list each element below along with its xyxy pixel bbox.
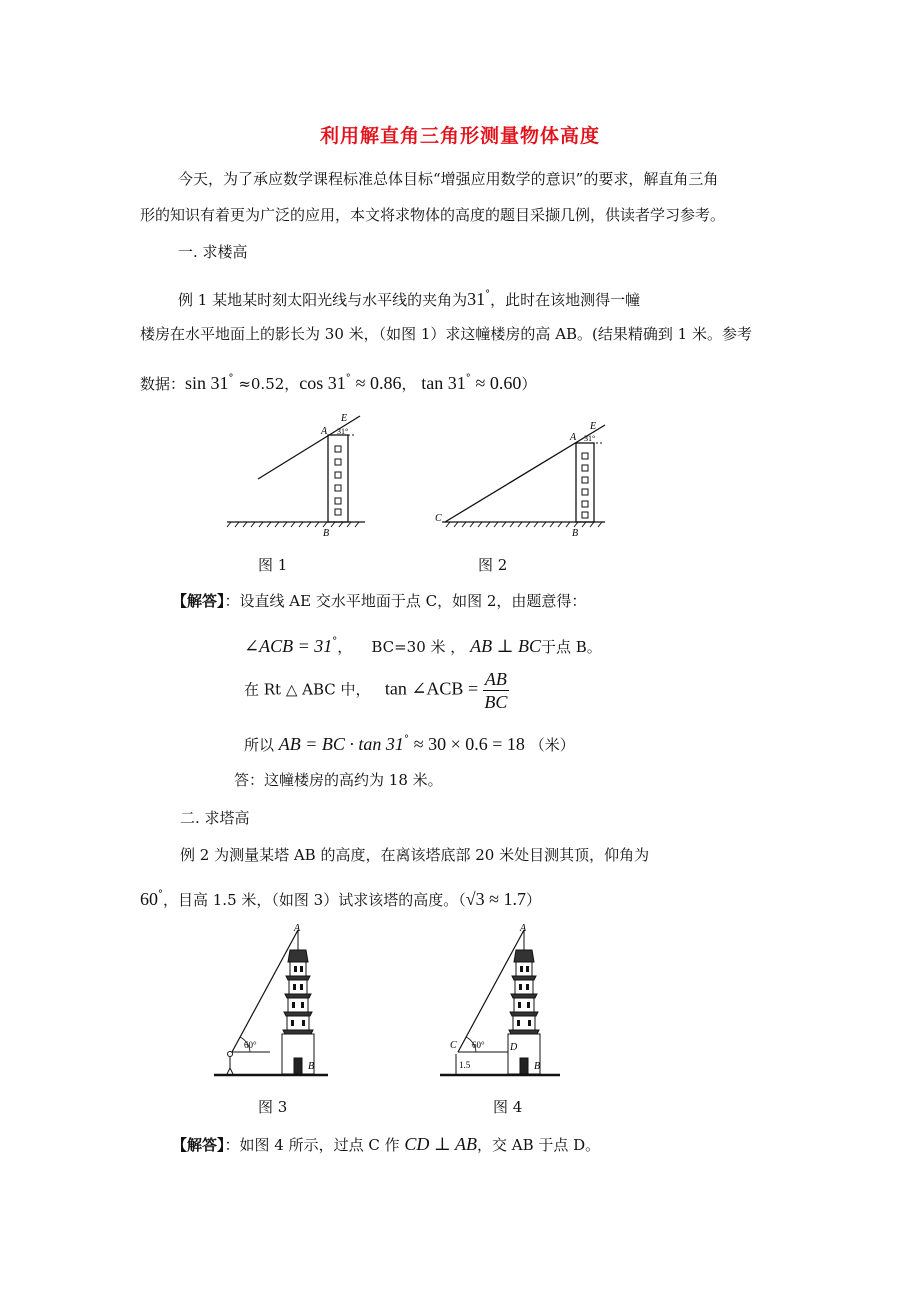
sin-expr: sin 31: [185, 373, 229, 393]
degree-mark: °: [403, 734, 409, 745]
solution-label: 【解答】: [172, 1136, 225, 1154]
angle-acb: ∠ACB = 31: [244, 636, 333, 656]
angle-label: 31°: [337, 427, 349, 436]
angle-31: 31: [467, 289, 486, 309]
height-label: 1.5: [459, 1060, 471, 1070]
cos-value: ≈ 0.86: [355, 373, 402, 393]
equation-1: ∠ACB = 31°， BC=30 米 ， AB ⊥ BC于点 B。: [244, 636, 602, 656]
fraction: [483, 668, 509, 713]
solution-text-a: ：如图 4 所示，过点 C 作: [224, 1136, 400, 1154]
perp-tail: 于点 B。: [541, 638, 602, 656]
solution-1-line: [172, 591, 586, 611]
figure-2-caption: 图 2: [478, 556, 508, 574]
angle-label: 60°: [472, 1040, 485, 1050]
sqrt-expr: √3 ≈ 1.7: [465, 889, 526, 909]
example2-line-1: 例 2 为测量某塔 AB 的高度，在离该塔底部 20 米处目测其顶，仰角为: [180, 846, 650, 864]
solution-label: 【解答】: [172, 592, 225, 610]
unit: （米）: [529, 736, 575, 754]
label-b: B: [572, 528, 579, 539]
sin-value: ≈0.52，: [238, 375, 300, 393]
solution-text: ：设直线 AE 交水平地面于点 C，如图 2，由题意得：: [224, 592, 587, 610]
reference-data: 数据：sin 31° ≈0.52，cos 31° ≈ 0.86， tan 31° ≈ 0.60）: [140, 373, 537, 393]
label-b: B: [308, 1061, 315, 1072]
label-c: C: [435, 513, 442, 524]
figure-4-tower: [436, 922, 566, 1082]
degree-mark: °: [228, 373, 234, 384]
label-b: B: [323, 528, 330, 539]
label-d: D: [510, 1042, 518, 1053]
so-text: 所以: [244, 736, 275, 754]
label-a: A: [520, 923, 527, 934]
perp-expr: AB ⊥ BC: [470, 636, 541, 656]
tan-expr: tan 31: [421, 373, 466, 393]
example2-line-2: [140, 885, 541, 910]
angle-label: 31°: [584, 434, 596, 443]
degree-mark: °: [485, 289, 491, 300]
degree-mark: °: [158, 889, 163, 900]
figure-3-tower: [210, 922, 330, 1082]
solution-2-line: [172, 1134, 600, 1155]
section2-heading: 二. 求塔高: [180, 809, 250, 827]
figure-4-caption: 图 4: [493, 1098, 523, 1116]
example1-line-2: 楼房在水平地面上的影长为 30 米，（如图 1）求这幢楼房的高 AB。(结果精确到 1 米。参考: [140, 325, 752, 343]
tan-acb: tan ∠ACB =: [384, 678, 479, 699]
intro-line-1: 今天，为了承应数学课程标准总体目标“增强应用数学的意识”的要求，解直角三角: [178, 170, 719, 188]
label-c: C: [450, 1040, 457, 1051]
degree-mark: °: [345, 373, 351, 384]
label-e: E: [341, 413, 348, 424]
data-label: 数据：: [140, 375, 186, 393]
section1-heading: 一. 求楼高: [178, 243, 248, 261]
solution-text-b: ，交 AB 于点 D。: [477, 1136, 601, 1154]
example2-text: ，目高 1.5 米，（如图 3）试求该塔的高度。（: [163, 891, 466, 909]
answer-1: 答：这幢楼房的高约为 18 米。: [234, 771, 443, 789]
label-e: E: [590, 421, 597, 432]
angle-label: 60°: [244, 1040, 257, 1050]
angle-60: 60: [140, 889, 158, 909]
example1-text-b: ，此时在该地测得一幢: [490, 291, 641, 309]
label-b: B: [534, 1061, 541, 1072]
label-a: A: [294, 923, 301, 934]
ab-expr: AB = BC · tan 31: [278, 734, 404, 754]
sun-ray-line: [445, 425, 605, 522]
bc-value: BC=30 米 ，: [371, 638, 466, 656]
cos-expr: cos 31: [299, 373, 346, 393]
page-title: 利用解直角三角形测量物体高度: [319, 125, 600, 147]
fraction-denominator: BC: [484, 692, 508, 712]
intro-line-2: 形的知识有着更为广泛的应用，本文将求物体的高度的题目采撷几例，供读者学习参考。: [140, 206, 726, 224]
label-a: A: [321, 426, 328, 437]
figure-3-caption: 图 3: [258, 1098, 288, 1116]
degree-mark: °: [332, 636, 338, 647]
cd-perp-ab: CD ⊥ AB: [404, 1134, 477, 1154]
figure-1-caption: 图 1: [258, 556, 288, 574]
equation-2: [244, 668, 509, 713]
figure-2-building: [430, 415, 610, 540]
data-close: ）: [521, 375, 537, 393]
sun-ray-line: [258, 416, 360, 479]
rt-triangle-text: 在 Rt △ ABC 中，: [244, 680, 371, 699]
degree-mark: °: [465, 373, 471, 384]
result-expr: ≈ 30 × 0.6 = 18: [413, 734, 525, 754]
label-a: A: [570, 432, 577, 443]
fraction-numerator: AB: [484, 669, 507, 689]
figure-1-building: [225, 408, 375, 543]
example1-text-a: 例 1 某地某时刻太阳光线与水平线的夹角为: [178, 291, 468, 309]
tan-value: ≈ 0.60: [475, 373, 522, 393]
observer: [228, 1052, 233, 1057]
equation-3: [244, 730, 575, 755]
example1-line-1: [178, 285, 640, 310]
line2-close: ）: [525, 891, 541, 909]
